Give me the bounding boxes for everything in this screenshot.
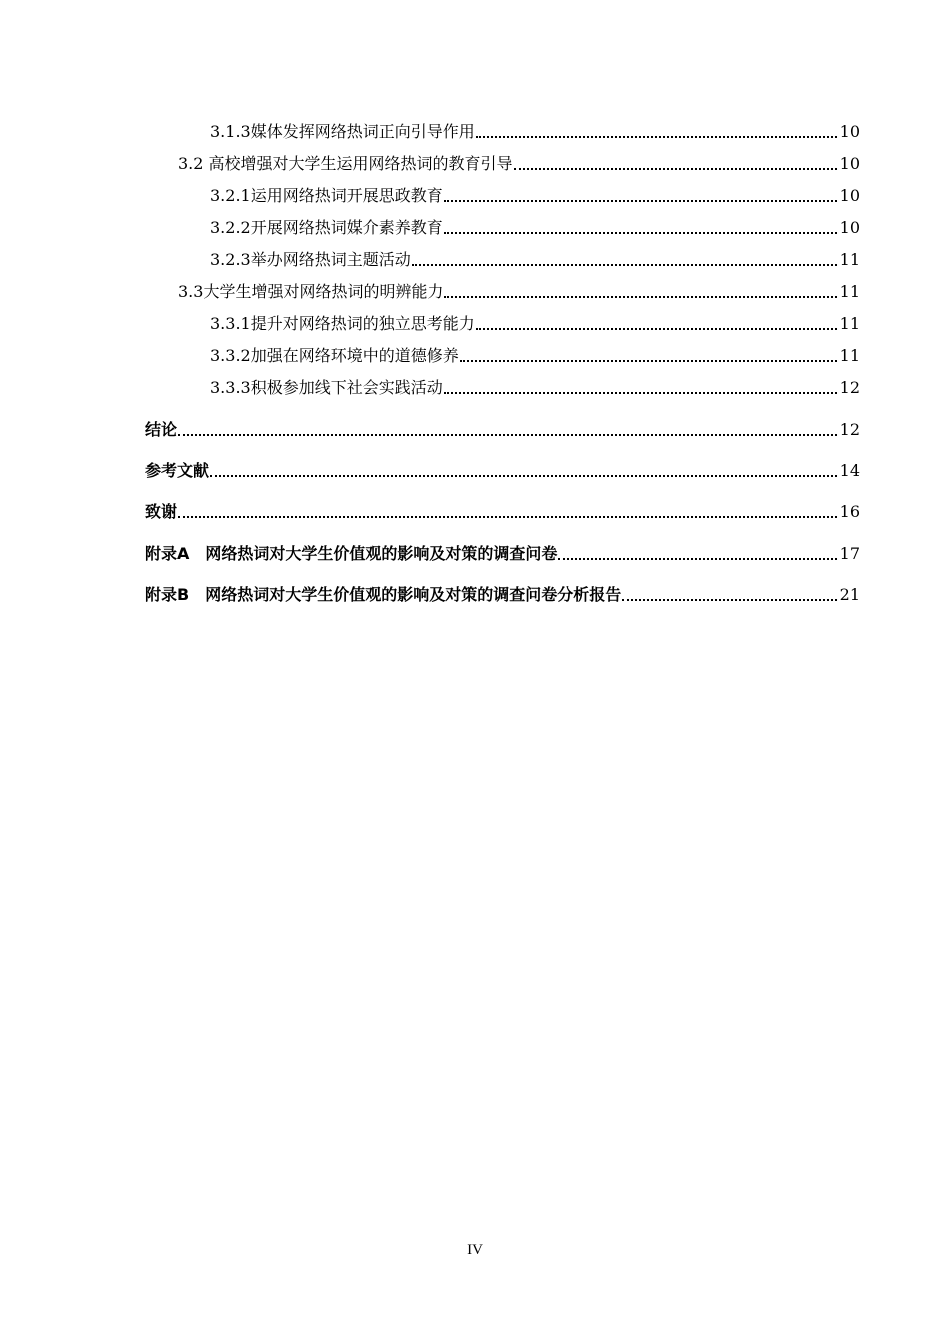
toc-entry-page: 11 [839,346,860,365]
page-number-footer: IV [467,1242,483,1258]
toc-entry-3-3-3[interactable] [210,376,860,400]
toc-entry-page: 11 [839,250,860,269]
toc-entry-page: 10 [839,218,860,237]
toc-entry-title: 结论 [145,420,178,439]
dot-leader [514,168,837,170]
dot-leader [558,558,837,560]
toc-entry-title: 附录A 网络热词对大学生价值观的影响及对策的调查问卷 [145,544,558,563]
toc-entry-page: 11 [839,314,860,333]
toc-entry-3-3-2[interactable] [210,344,860,368]
toc-entry-3-2-2[interactable] [210,216,860,240]
toc-entry-page: 14 [839,461,860,480]
toc-entry-3-3-1[interactable] [210,312,860,336]
toc-entry-3-1-3[interactable] [210,120,860,144]
dot-leader [476,136,837,138]
dot-leader [178,516,837,518]
toc-entry-title: 3.3.1提升对网络热词的独立思考能力 [210,314,475,333]
toc-entry-title: 致谢 [145,502,178,521]
toc-entry-title: 参考文献 [145,461,210,480]
toc-entry-appendix-b[interactable] [145,583,860,607]
toc-entry-3-3[interactable] [178,280,860,304]
toc-entry-3-2-1[interactable] [210,184,860,208]
toc-entry-conclusion[interactable] [145,418,860,442]
toc-entry-title: 3.1.3媒体发挥网络热词正向引导作用 [210,122,475,141]
toc-entry-page: 12 [839,420,860,439]
toc-entry-acknowledgements[interactable] [145,500,860,524]
toc-entry-title: 3.2.2开展网络热词媒介素养教育 [210,218,443,237]
toc-entry-page: 21 [839,585,860,604]
dot-leader [444,232,837,234]
toc-entry-title: 3.2.1运用网络热词开展思政教育 [210,186,443,205]
dot-leader [178,434,837,436]
dot-leader [412,264,837,266]
toc-entry-page: 12 [839,378,860,397]
toc-entry-page: 16 [839,502,860,521]
dot-leader [444,200,837,202]
dot-leader [622,599,837,601]
toc-entry-title: 3.2.3举办网络热词主题活动 [210,250,411,269]
toc-entry-title: 3.3大学生增强对网络热词的明辨能力 [178,282,444,301]
toc-entry-page: 17 [839,544,860,563]
dot-leader [210,475,837,477]
toc-entry-page: 10 [839,186,860,205]
toc-entry-appendix-a[interactable] [145,542,860,566]
toc-entry-references[interactable] [145,459,860,483]
toc-entry-3-2[interactable] [178,152,860,176]
dot-leader [460,360,837,362]
toc-entry-title: 3.2 高校增强对大学生运用网络热词的教育引导 [178,154,513,173]
dot-leader [476,328,837,330]
toc-entry-3-2-3[interactable] [210,248,860,272]
toc-entry-page: 11 [839,282,860,301]
toc-entry-title: 3.3.3积极参加线下社会实践活动 [210,378,443,397]
toc-entry-title: 3.3.2加强在网络环境中的道德修养 [210,346,459,365]
toc-entry-page: 10 [839,122,860,141]
dot-leader [444,392,837,394]
dot-leader [444,296,837,298]
toc-entry-title: 附录B 网络热词对大学生价值观的影响及对策的调查问卷分析报告 [145,585,622,604]
toc-entry-page: 10 [839,154,860,173]
